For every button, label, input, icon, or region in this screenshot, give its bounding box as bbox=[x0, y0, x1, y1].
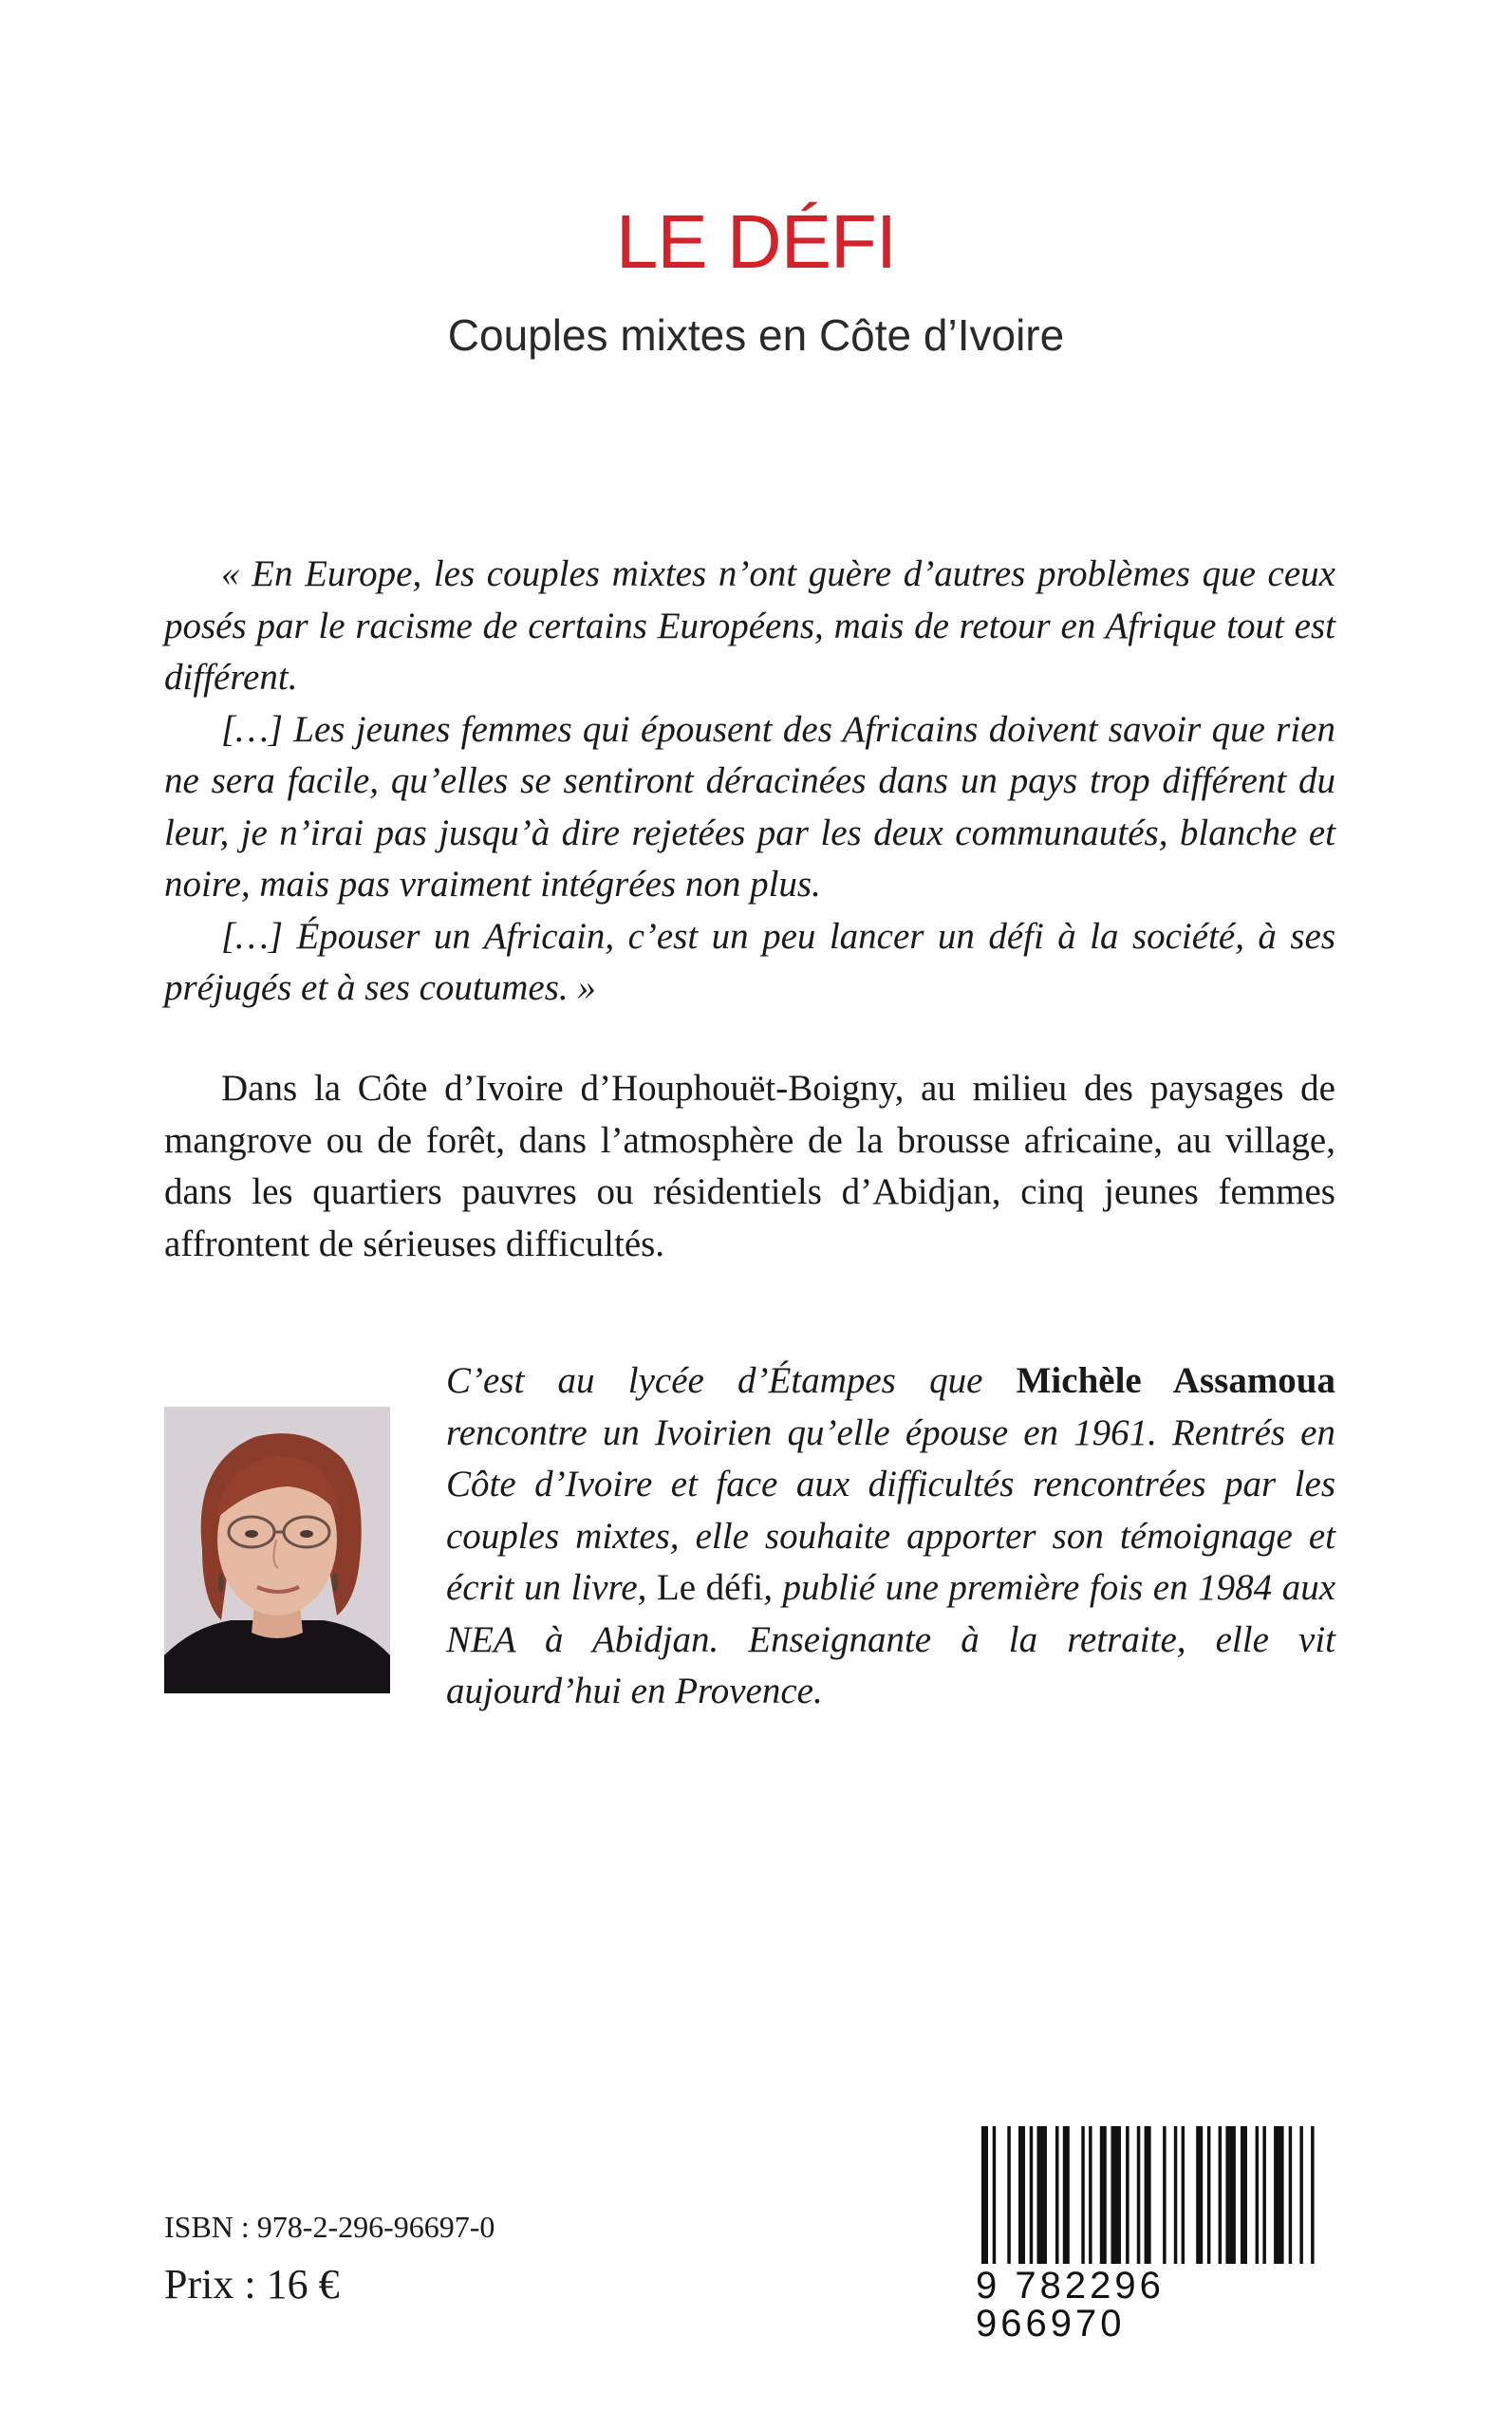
barcode-bar-19 bbox=[1207, 2126, 1211, 2264]
isbn: ISBN : 978-2-296-96697-0 bbox=[164, 2210, 495, 2244]
bio-end: , publié une première fois en 1984 aux NEA à Abidjan. Enseignante à la retraite, elle vit aujourd’hui en Provence. bbox=[446, 1567, 1336, 1711]
bio-middle: rencontre un Ivoirien qu’elle épouse en 1961. Rentrés en Côte d’Ivoire et face aux difficultés rencontrées par les couples mixtes, elle souhaite apporter son témoignage et écrit un livre, bbox=[446, 1411, 1335, 1608]
barcode-bar-21 bbox=[1225, 2126, 1236, 2264]
quote-paragraph-3: […] Épouser un Africain, c’est un peu lancer un défi à la société, à ses préjugés et à ses coutumes. » bbox=[164, 915, 1335, 1008]
barcode-bar-15 bbox=[1163, 2126, 1167, 2264]
barcode-bar-23 bbox=[1256, 2126, 1260, 2264]
barcode-bar-7 bbox=[1063, 2126, 1070, 2264]
quote-paragraph-1: « En Europe, les couples mixtes n’ont guère d’autres problèmes que ceux posés par le racisme de certains Européens, mais de retour en Afrique tout est différent. bbox=[164, 553, 1335, 698]
barcode-bar-25 bbox=[1274, 2126, 1284, 2264]
barcode-bar-2 bbox=[1007, 2126, 1011, 2264]
barcode-bar-22 bbox=[1241, 2126, 1247, 2264]
price-label: Prix : bbox=[164, 2261, 256, 2307]
excerpt-quote bbox=[164, 549, 1335, 1015]
bio-book-title: Le défi bbox=[656, 1567, 764, 1608]
synopsis-text: Dans la Côte d’Ivoire d’Houphouët-Boigny, au milieu des paysages de mangrove ou de forêt, dans l’atmosphère de la brousse africaine, au village, dans les quartiers pauvres ou résidentiels d’Abidjan, cinq jeunes femmes affrontent de sérieuses difficultés. bbox=[164, 1068, 1335, 1264]
barcode-bar-16 bbox=[1174, 2126, 1178, 2264]
barcode-bar-14 bbox=[1145, 2126, 1151, 2264]
barcode-bar-3 bbox=[1018, 2126, 1025, 2264]
price-value: 16 € bbox=[266, 2261, 340, 2307]
barcode-bar-0 bbox=[981, 2126, 988, 2264]
barcode-bar-11 bbox=[1111, 2126, 1122, 2264]
barcode-bar-5 bbox=[1037, 2126, 1048, 2264]
barcode-bar-12 bbox=[1126, 2126, 1129, 2264]
barcode-bar-26 bbox=[1289, 2126, 1293, 2264]
barcode-bar-27 bbox=[1299, 2126, 1303, 2264]
book-title: LE DÉFI bbox=[615, 199, 897, 284]
author-bio bbox=[446, 1355, 1335, 1718]
barcode-digits: 9 782296 966970 bbox=[976, 2265, 1165, 2345]
author-photo bbox=[164, 1407, 390, 1693]
barcode-bar-20 bbox=[1219, 2126, 1223, 2264]
barcode-bar-6 bbox=[1055, 2126, 1059, 2264]
bio-intro: C’est au lycée d’Étampes que bbox=[446, 1360, 1017, 1401]
author-portrait-image bbox=[164, 1407, 390, 1693]
barcode-bar-13 bbox=[1137, 2126, 1141, 2264]
barcode-bar-28 bbox=[1311, 2126, 1315, 2264]
barcode-bar-8 bbox=[1081, 2126, 1085, 2264]
synopsis bbox=[164, 1063, 1335, 1270]
author-name: Michèle Assamoua bbox=[1016, 1360, 1335, 1401]
barcode-bar-9 bbox=[1089, 2126, 1092, 2264]
barcode-bar-24 bbox=[1262, 2126, 1266, 2264]
quote-paragraph-2: […] Les jeunes femmes qui épousent des Africains doivent savoir que rien ne sera facile, qu’elles se sentiront déracinées dans un pays trop différent du leur, je n’irai pas jusqu’à dire rejetées par les deux communautés, blanche et noire, mais pas vraiment intégrées non plus. bbox=[164, 708, 1335, 905]
barcode-bar-18 bbox=[1196, 2126, 1203, 2264]
barcode-bar-4 bbox=[1030, 2126, 1034, 2264]
barcode-bar-10 bbox=[1100, 2126, 1107, 2264]
barcode-bar-1 bbox=[993, 2126, 997, 2264]
author-bio-text bbox=[446, 1355, 1335, 1718]
barcode-bar-17 bbox=[1182, 2126, 1185, 2264]
book-subtitle: Couples mixtes en Côte d’Ivoire bbox=[447, 310, 1065, 360]
price bbox=[164, 2261, 340, 2307]
barcode-bars bbox=[976, 2126, 1327, 2269]
